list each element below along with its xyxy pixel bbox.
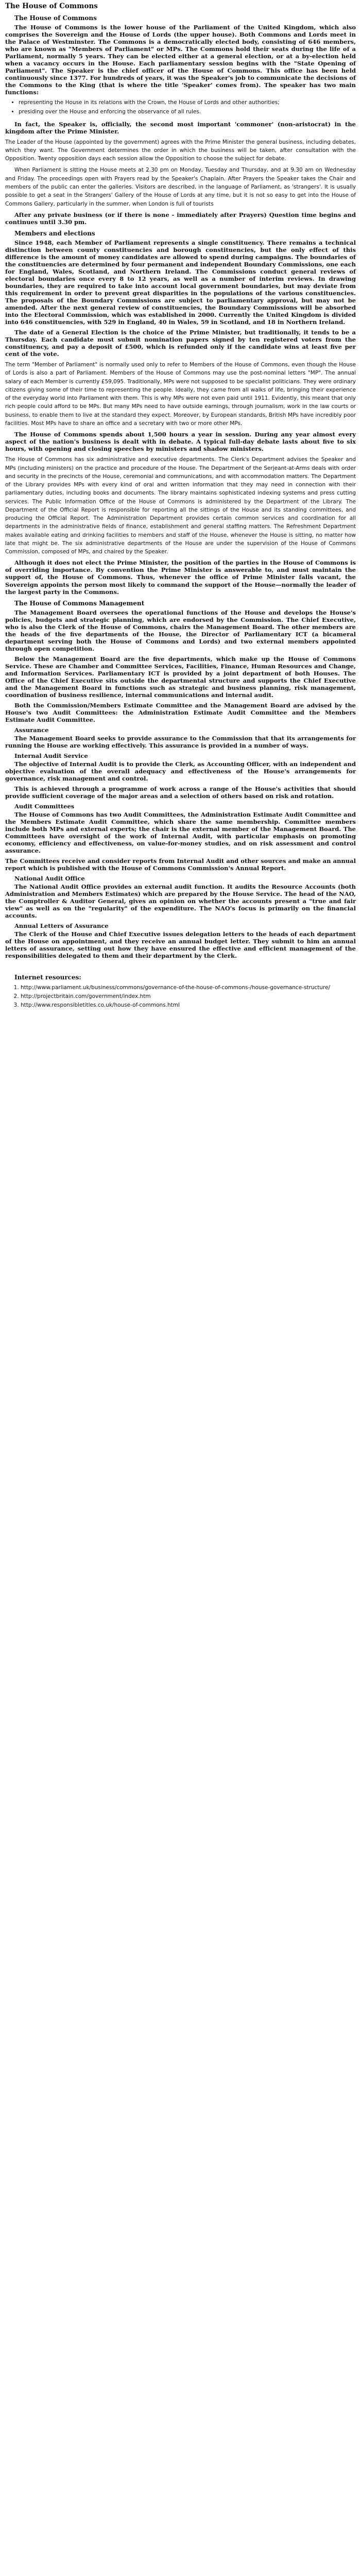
section-heading-management: The House of Commons Management: [14, 599, 145, 607]
paragraph: Both the Commission/Members Estimate Committee and the Management Board are advised by the House's two Audit Committees: the Administration Estimate Audit Committee and the Members Estimate Audit Committee.: [5, 701, 356, 723]
resource-link[interactable]: 3. http://www.responsibletitles.co.uk/house-of-commons.html: [21, 1002, 356, 1010]
speaker-functions-list: [5, 99, 356, 116]
paragraph: The Leader of the House (appointed by the government) agrees with the Prime Minister the general business, including debates, which they want. The Government determines the order in which the business will be taken, after consultation with the Opposition. Twenty opposition days each session allow the Opposition to choose the subject for debate.: [5, 139, 356, 162]
paragraph: The House of Commons has two Audit Committees, the Administration Estimate Audit Committee and the Members Estimate Audit Committee, which share the same membership. Committee members include both MPs and external experts; the chair is the external member of the Management Board. The Committees have oversight of the work of Internal Audit, with particular emphasis on promoting economy, efficiency and effectiveness, on value-for-money studies, and on risk assessment and control assurance.: [5, 810, 356, 854]
list-item: • representing the House in its relations with the Crown, the House of Lords and other authorities;: [19, 99, 356, 107]
subheading-letters: Annual Letters of Assurance: [14, 922, 109, 930]
resource-link[interactable]: 2. http://projectbritain.com/government/index.htm: [21, 993, 356, 1001]
paragraph: The House of Commons spends about 1,500 hours a year in session. During any year almost every aspect of the nation's business is dealt with in debate. A typical full-day debate lasts about five to six hours, with opening and closing speeches by ministers and shadow ministers.: [5, 431, 356, 453]
paragraph: The date of a General Election is the choice of the Prime Minister, but traditionally, it tends to be a Thursday. Each candidate must submit nomination papers signed by ten registered voters from the constituency, and pay a deposit of £500, which is refunded only if the candidate wins at least five per cent of the vote.: [5, 329, 356, 358]
subheading-assurance: Assurance: [14, 726, 49, 734]
paragraph: The objective of Internal Audit is to provide the Clerk, as Accounting Officer, with an independent and objective evaluation of the overall adequacy and effectiveness of the House's arrangements for governance, risk management and control.: [5, 760, 356, 782]
list-item: • presiding over the House and enforcing the observance of all rules.: [19, 108, 356, 116]
paragraph: After any private business (or if there is none - immediately after Prayers) Question time begins and continues until 3.30 pm.: [5, 211, 356, 226]
paragraph: Although it does not elect the Prime Minister, the position of the parties in the House of Commons is of overriding importance. By convention the Prime Minister is answerable to, and must maintain the support of, the House of Commons. Thus, whenever the office of Prime Minister falls vacant, the Sovereign appoints the person most likely to command the support of the House—normally the leader of the largest party in the Commons.: [5, 559, 356, 596]
subheading-audit-committees: Audit Committees: [14, 802, 75, 810]
document-page: [0, 0, 361, 1017]
subheading-nao: National Audit Office: [14, 875, 85, 882]
resource-link[interactable]: 1. http://www.parliament.uk/business/commons/governance-of-the-house-of-commons-/house-governance-structure/: [21, 984, 356, 992]
resources-list: [5, 984, 356, 1009]
paragraph: In fact, the Speaker is, officially, the second most important 'commoner' (non-aristocrat) in the kingdom after the Prime Minister.: [5, 120, 356, 135]
paragraph: The Management Board oversees the operational functions of the House and develops the House's policies, budgets and strategic planning, which are endorsed by the Commission. The Chief Executive, who is also the Clerk of the House of Commons, chairs the Management Board. The other members are the heads of the five departments of the House, the Director of Parliamentary ICT (a bicameral department serving both the House of Commons and Lords) and two external members appointed through open competition.: [5, 608, 356, 652]
paragraph: The Committees receive and consider reports from Internal Audit and other sources and make an annual report which is published with the House of Commons Commission's Annual Report.: [5, 857, 356, 872]
section-heading-members: Members and elections: [14, 229, 95, 237]
section-heading-commons: The House of Commons: [14, 14, 97, 22]
paragraph: Below the Management Board are the five departments, which make up the House of Commons Service. These are Chamber and Committee Services, Facilities, Finance, Human Resources and Change, and Information Services. Parliamentary ICT is provided by a joint department of both Houses. The Office of the Chief Executive sits outside the departmental structure and supports the Chief Executive and the Management Board in functions such as strategic and business planning, risk management, coordination of business resilience, internal communications and internal audit.: [5, 655, 356, 699]
paragraph: The Management Board seeks to provide assurance to the Commission that that its arrangements for running the House are working effectively. This assurance is provided in a number of ways.: [5, 734, 356, 749]
paragraph: This is achieved through a programme of work across a range of the House's activities that should provide sufficient coverage of the major areas and a selection of others based on risk and rotation.: [5, 785, 356, 800]
paragraph: The House of Commons is the lower house of the Parliament of the United Kingdom, which also comprises the Sovereign and the House of Lords (the upper house). Both Commons and Lords meet in the Palace of Westminster. The Commons is a democratically elected body, consisting of 646 members, who are known as "Members of Parliament" or MPs. The Commons hold their seats during the life of a Parliament, normally 5 years. They can be elected either at a general election, or at a by-election held when a vacancy occurs in the House. Each parliamentary session begins with the "State Opening of Parliament". The Speaker is the chief officer of the House of Commons. This office has been held continuously since 1377. For hundreds of years, it was the Speaker's job to communicate the decisions of the Commons to the King (that is where the title 'Speaker' comes from). The speaker has two main functions:: [5, 24, 356, 96]
internet-resources: [5, 974, 356, 1009]
subheading-internal-audit: Internal Audit Service: [14, 752, 88, 759]
page-title: The House of Commons: [5, 2, 98, 10]
paragraph: The Clerk of the House and Chief Executive issues delegation letters to the heads of each department of the House on appointment, and they receive an annual budget letter. They submit to him an annual letters of assurance, setting out how they have ensured the effective and efficient management of the responsibilities delegated to them and their department by the Clerk.: [5, 930, 356, 960]
paragraph: Since 1948, each Member of Parliament represents a single constituency. There remains a technical distinction between county constituencies and borough constituencies, but the only effect of this difference is the amount of money candidates are allowed to spend during campaigns. The boundaries of the constituencies are determined by four permanent and independent Boundary Commissions, one each for England, Wales, Scotland, and Northern Ireland. The Commissions conduct general reviews of electoral boundaries once every 8 to 12 years, as well as a number of interim reviews. In drawing boundaries, they are required to take into account local government boundaries, but may deviate from this requirement in order to prevent great disparities in the populations of the various constituencies. The proposals of the Boundary Commissions are subject to parliamentary approval, but may not be amended. After the next general review of constituencies, the Boundary Commissions will be absorbed into the Electoral Commission, which was established in 2000. Currently the United Kingdom is divided into 646 constituencies, with 529 in England, 40 in Wales, 59 in Scotland, and 18 in Northern Ireland.: [5, 239, 356, 326]
paragraph: The House of Commons has six administrative and executive departments. The Clerk's Department advises the Speaker and MPs (including ministers) on the practice and procedure of the House. The Department of the Serjeant-at-Arms deals with order and security in the precincts of the House, ceremonial and communications, and with accommodation matters. The Department of the Library provides MPs with every kind of oral and written information that they may need in connection with their parliamentary duties, including books and documents. The library maintains sophisticated indexing systems and press cutting services. The Public Information Office of the House of Commons is administered by the Department of the Library. The Department of the Official Report is responsible for reporting all the sittings of the House and its standing committees, and producing the Official Report. The Administration Department provides certain common services and coordination for all departments in the administrative fields of finance, establishment and general staffing matters. The Refreshment Department makes available eating and drinking facilities to members and staff of the House, whenever the House is sitting, no matter how late that might be. The six administrative departments of the House are under the supervision of the House of Commons Commission, composed of MPs, and chaired by the Speaker.: [5, 456, 356, 555]
paragraph: The National Audit Office provides an external audit function. It audits the Resource Accounts (both Administration and Members Estimates) which are prepared by the House Service. The head of the NAO, the Comptroller & Auditor General, gives an opinion on whether the accounts present a "true and fair view" as well as on the "regularity" of the expenditure. The NAO's focus is primarily on the financial accounts.: [5, 883, 356, 920]
paragraph: When Parliament is sitting the House meets at 2.30 pm on Monday, Tuesday and Thursday, and at 9.30 am on Wednesday and Friday. The proceedings open with Prayers read by the Speaker's Chaplain. After Prayers the Speaker takes the Chair and members of the public can enter the galleries. Visitors are described, in the language of Parliament, as 'strangers'. It is usually possible to get a seat in the Strangers' Gallery of the House of Lords at any time, but it is not so easy to get into the House of Commons Gallery, particularly in the summer, when London is full of tourists: [5, 167, 356, 207]
paragraph: The term "Member of Parliament" is normally used only to refer to Members of the House of Commons, even though the House of Lords is also a part of Parliament. Members of the House of Commons may use the post-nominal letters "MP". The annual salary of each Member is currently £59,095. Traditionally, MPs were not supposed to be specialist politicians. They were ordinary citizens giving some of their time to representing the people. Ideally, they came from all walks of life, bringing their experience of the everyday world into Parliament with them. This is why MPs were not even paid until 1911. Evidently, this meant that only rich people could afford to be MPs. But many MPs need to have outside earnings, through journalism, work in the law courts or business, to enable them to live at the standard they expect. Moreover, by European standards, British MPs have incredibly poor facilities. Most MPs have to share an office and a secretary with two or more other MPs.: [5, 362, 356, 427]
resources-heading: Internet resources:: [14, 974, 81, 981]
